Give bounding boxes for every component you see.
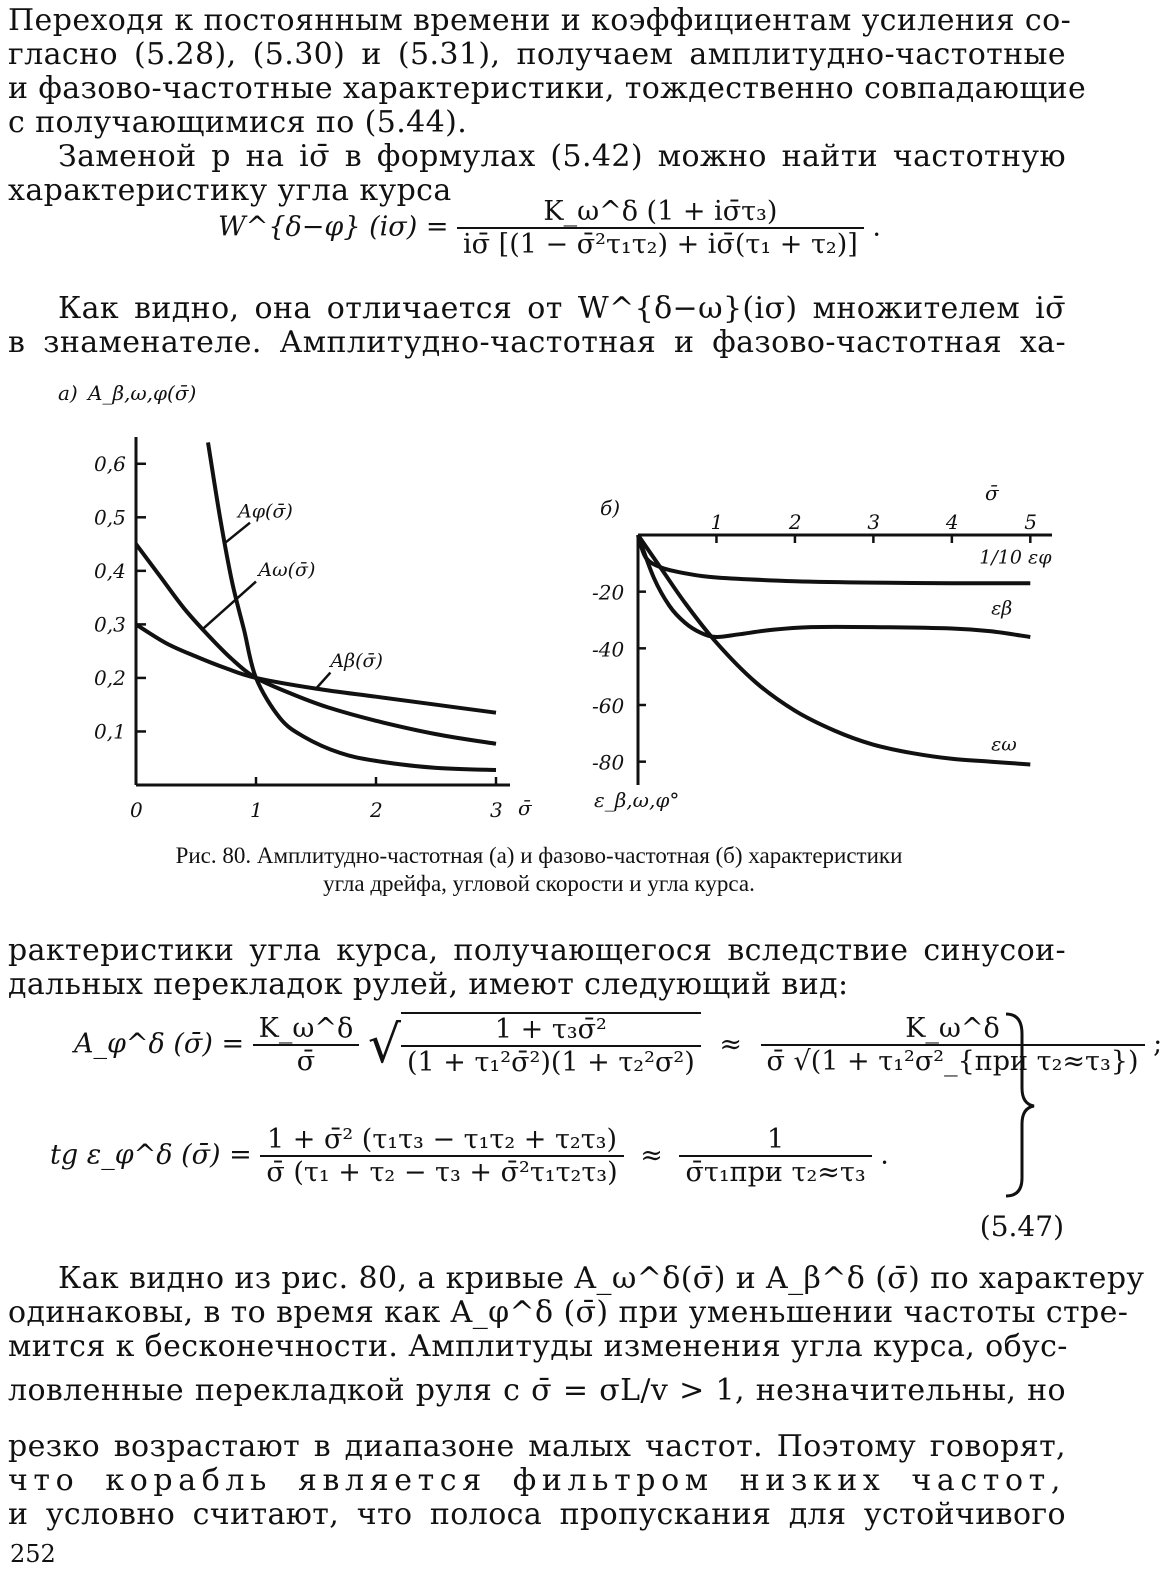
curve-a-1 <box>136 544 496 744</box>
formula-numerator: K_ω^δ (1 + iσ̄τ₃) <box>457 196 864 229</box>
formula-numerator: 1 + σ̄² (τ₁τ₃ − τ₁τ₂ + τ₂τ₃) <box>260 1124 623 1157</box>
formula-lhs: tg ε_φ^δ (σ̄) = <box>50 1139 252 1171</box>
text-line: резко возрастают в диапазоне малых частот. Поэтому говорят, <box>8 1429 1066 1464</box>
formula-fraction <box>761 1013 1145 1077</box>
y-tick-label-a: 0,6 <box>94 451 126 476</box>
formula-numerator: 1 + τ₃σ̄² <box>401 1014 701 1047</box>
y-tick-label-b: -80 <box>592 750 625 775</box>
text-line: характеристику угла курса <box>8 173 452 208</box>
curve-a-0 <box>208 442 496 770</box>
text-line: и условно считают, что полоса пропускания для устойчивого <box>8 1497 1066 1532</box>
right-brace <box>1000 1010 1040 1200</box>
approx-sign: ≈ <box>719 1028 742 1060</box>
leader-line <box>202 582 256 630</box>
x-tick-label-a: 3 <box>490 798 503 822</box>
series-label-b: εβ <box>991 597 1013 620</box>
formula-fraction <box>457 196 864 260</box>
y-tick-label-a: 0,2 <box>94 665 126 690</box>
approx-sign: ≈ <box>640 1139 663 1171</box>
formula-sqrt-fraction <box>401 1012 701 1078</box>
x-tick-label-b: 2 <box>788 510 802 534</box>
curve-a-2 <box>136 624 496 712</box>
y-tick-label-a: 0,1 <box>94 719 126 744</box>
text-line: дальных перекладок рулей, имеют следующий вид: <box>8 967 849 1002</box>
y-tick-label-a: 0,5 <box>94 505 126 530</box>
text-line: рактеристики угла курса, получающегося вследствие синусои- <box>8 933 1066 968</box>
curve-b-2 <box>638 535 1030 765</box>
x-tick-label-a: 2 <box>370 798 383 822</box>
formula-numerator: 1 <box>679 1124 871 1157</box>
formula-denominator: σ̄ <box>296 1046 316 1077</box>
y-axis-label-b: ε_β,ω,φ° <box>594 788 680 812</box>
y-axis-label-a: A_β,ω,φ(σ̄) <box>88 381 197 405</box>
text-line: Как видно, она отличается от W^{δ−ω}(iσ) множителем iσ̄ <box>58 291 1066 326</box>
page-number: 252 <box>10 1540 56 1568</box>
formula-amplitude <box>74 1012 1162 1078</box>
y-tick-label-a: 0,4 <box>94 558 126 583</box>
y-tick-label-a: 0,3 <box>94 612 126 637</box>
curve-b-0 <box>638 535 1030 583</box>
text-line: Как видно из рис. 80, а кривые A_ω^δ(σ̄) и A_β^δ (σ̄) по характеру <box>58 1261 1145 1296</box>
panel-b-label: б) <box>600 496 621 520</box>
equation-number: (5.47) <box>979 1210 1064 1243</box>
text-line: мится к бесконечности. Амплитуды изменения угла курса, обус- <box>8 1329 1068 1364</box>
formula-end: . <box>880 1139 889 1171</box>
formula-denominator: iσ̄ [(1 − σ̄²τ₁τ₂) + iσ̄(τ₁ + τ₂)] <box>463 229 858 260</box>
formula-fraction <box>253 1013 360 1077</box>
formula-denominator: σ̄ (τ₁ + τ₂ − τ₃ + σ̄²τ₁τ₂τ₃) <box>266 1157 618 1188</box>
text-line: Переходя к постоянным времени и коэффициентам усиления со- <box>8 3 1072 38</box>
y-tick-label-b: -40 <box>592 637 625 662</box>
text-line: одинаковы, в то время как A_φ^δ (σ̄) при уменьшении частоты стре- <box>8 1295 1129 1330</box>
y-tick-label-b: -20 <box>592 580 625 605</box>
panel-a-label: а) <box>58 381 78 405</box>
figure-caption: угла дрейфа, угловой скорости и угла курса. <box>323 871 755 896</box>
chart-panel-b <box>592 481 1052 812</box>
formula-end: . <box>872 211 881 243</box>
series-label-a: Aβ(σ̄) <box>330 650 383 673</box>
text-line: с получающимися по (5.44). <box>8 105 468 140</box>
y-tick-label-b: -60 <box>592 694 625 718</box>
text-line: Заменой p на iσ̄ в формулах (5.42) можно найти частотную <box>58 139 1066 174</box>
formula-phase <box>50 1124 889 1188</box>
text-line: ловленные перекладкой руля с σ̄ = σL/v > 1, незначительны, но <box>8 1373 1066 1408</box>
text-line: гласно (5.28), (5.30) и (5.31), получаем амплитудно-частотные <box>8 37 1066 72</box>
x-tick-label-b: 1 <box>710 510 724 534</box>
x-axis-label-a: σ̄ <box>518 796 532 820</box>
formula-lhs: W^{δ−φ} (iσ) = <box>218 211 449 243</box>
formula-numerator: K_ω^δ <box>761 1013 1145 1046</box>
text-line: что корабль является фильтром низких частот, <box>8 1463 1066 1498</box>
figure-caption: Рис. 80. Амплитудно-частотная (а) и фазово-частотная (б) характеристики <box>175 843 903 868</box>
formula-denominator: (1 + τ₁²σ̄²)(1 + τ₂²σ²) <box>406 1047 695 1078</box>
chart-panel-a <box>58 381 533 822</box>
leader-line <box>224 523 250 544</box>
formula-numerator: K_ω^δ <box>253 1013 360 1046</box>
formula-denominator: σ̄ √(1 + τ₁²σ²_{при τ₂≈τ₃}) <box>766 1046 1139 1077</box>
formula-w-course <box>218 196 881 260</box>
formula-denominator: σ̄τ₁при τ₂≈τ₃ <box>685 1157 866 1188</box>
formula-lhs: A_φ^δ (σ̄) = <box>74 1028 245 1060</box>
leader-line <box>316 673 330 689</box>
sqrt-sign: √ <box>367 1015 401 1075</box>
formula-fraction <box>679 1124 871 1188</box>
text-line: в знаменателе. Амплитудно-частотная и фазово-частотная ха- <box>8 325 1066 360</box>
series-label-a: Aω(σ̄) <box>258 559 316 582</box>
x-tick-label-b: 3 <box>867 510 881 534</box>
x-tick-label-b: 5 <box>1024 510 1038 534</box>
x-tick-label-a: 1 <box>250 798 263 822</box>
series-label-b: 1/10 εφ <box>979 546 1052 569</box>
x-axis-label-b: σ̄ <box>985 481 999 505</box>
series-label-b: εω <box>991 733 1017 756</box>
x-tick-label-b: 4 <box>945 510 959 534</box>
x-tick-label-a: 0 <box>130 798 143 822</box>
series-label-a: Aφ(σ̄) <box>238 500 293 523</box>
formula-fraction <box>260 1124 623 1188</box>
formula-end: ; <box>1153 1028 1162 1060</box>
figure-80 <box>0 375 1078 855</box>
text-line: и фазово-частотные характеристики, тождественно совпадающие <box>8 71 1087 106</box>
